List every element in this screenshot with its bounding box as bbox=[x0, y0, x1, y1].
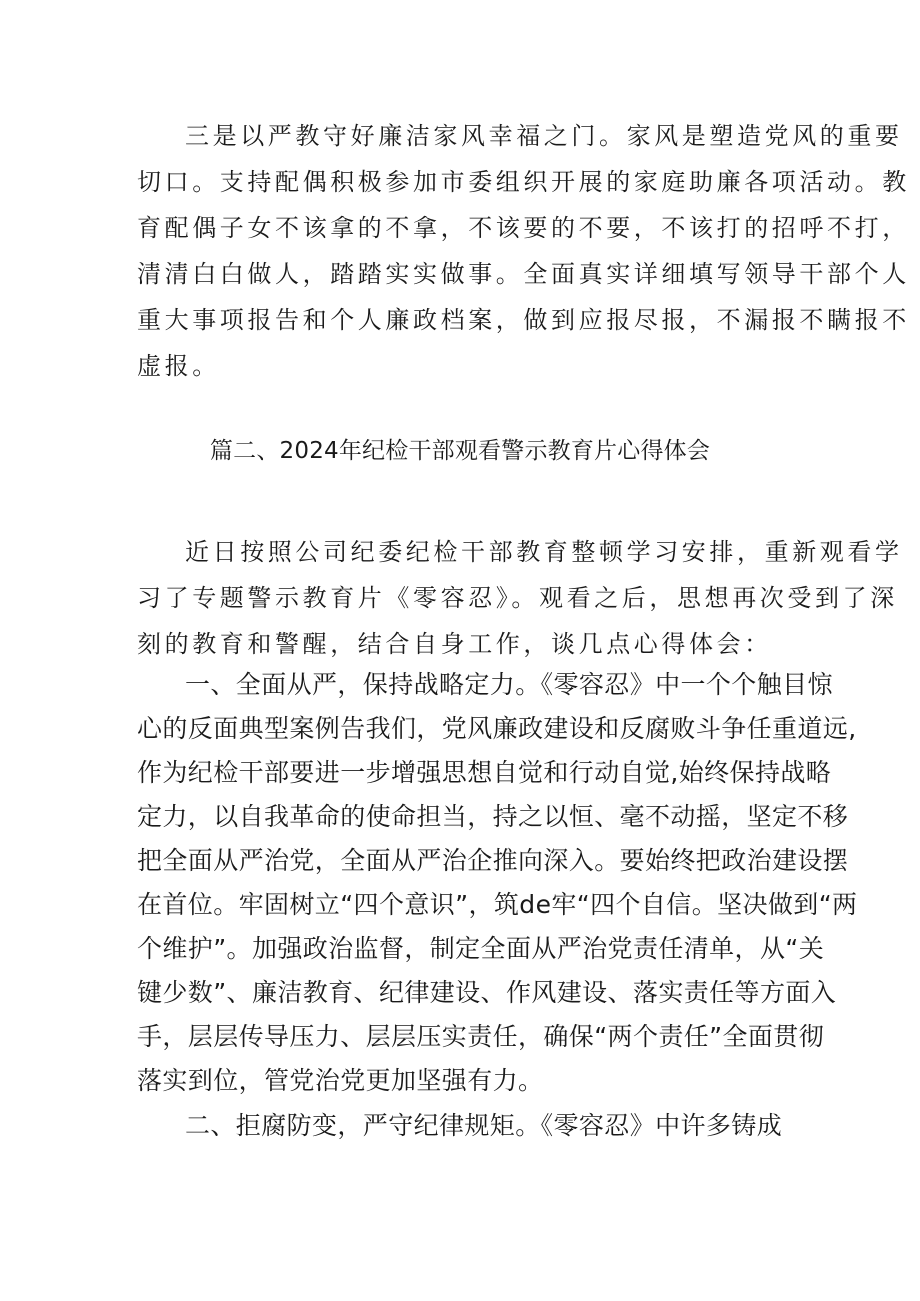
paragraph-line: 刻的教育和警醒，结合自身工作，谈几点心得体会： bbox=[137, 630, 772, 658]
paragraph-line: 三是以严教守好廉洁家风幸福之门。家风是塑造党风的重要 bbox=[185, 122, 903, 150]
paragraph-line: 清清白白做人，踏踏实实做事。全面真实详细填写领导干部个人 bbox=[137, 260, 910, 288]
paragraph-line: 手，层层传导压力、层层压实责任，确保“两个责任”全面贯彻 bbox=[137, 1022, 825, 1051]
paragraph-line: 一、全面从严，保持战略定力。《零容忍》中一个个触目惊 bbox=[185, 670, 833, 699]
paragraph-line: 定力，以自我革命的使命担当，持之以恒、毫不动摇，坚定不移 bbox=[137, 802, 849, 831]
paragraph-line: 落实到位，管党治党更加坚强有力。 bbox=[137, 1066, 544, 1095]
paragraph-line: 重大事项报告和个人廉政档案，做到应报尽报，不漏报不瞒报不 bbox=[137, 306, 910, 334]
paragraph-line: 虚报。 bbox=[137, 352, 220, 380]
paragraph-line: 育配偶子女不该拿的不拿，不该要的不要，不该打的招呼不打， bbox=[137, 214, 910, 242]
paragraph-line: 近日按照公司纪委纪检干部教育整顿学习安排，重新观看学 bbox=[185, 538, 903, 566]
paragraph-line: 在首位。牢固树立“四个意识”，筑de牢“四个自信。坚决做到“两 bbox=[137, 890, 858, 919]
paragraph-line: 切口。支持配偶积极参加市委组织开展的家庭助廉各项活动。教 bbox=[137, 168, 910, 196]
section-heading: 篇二、2024年纪检干部观看警示教育片心得体会 bbox=[209, 438, 711, 464]
paragraph-line: 习了专题警示教育片《零容忍》。观看之后，思想再次受到了深 bbox=[137, 584, 898, 612]
paragraph-line: 个维护”。加强政治监督，制定全面从严治党责任清单，从“关 bbox=[137, 934, 825, 963]
paragraph-line: 心的反面典型案例告我们，党风廉政建设和反腐败斗争任重道远, bbox=[137, 714, 857, 743]
paragraph-line: 键少数”、廉洁教育、纪律建设、作风建设、落实责任等方面入 bbox=[137, 978, 837, 1007]
paragraph-line: 作为纪检干部要进一步增强思想自觉和行动自觉,始终保持战略 bbox=[137, 758, 832, 787]
paragraph-line: 二、拒腐防变，严守纪律规矩。《零容忍》中许多铸成 bbox=[185, 1111, 783, 1140]
paragraph-line: 把全面从严治党，全面从严治企推向深入。要始终把政治建设摆 bbox=[137, 846, 849, 875]
